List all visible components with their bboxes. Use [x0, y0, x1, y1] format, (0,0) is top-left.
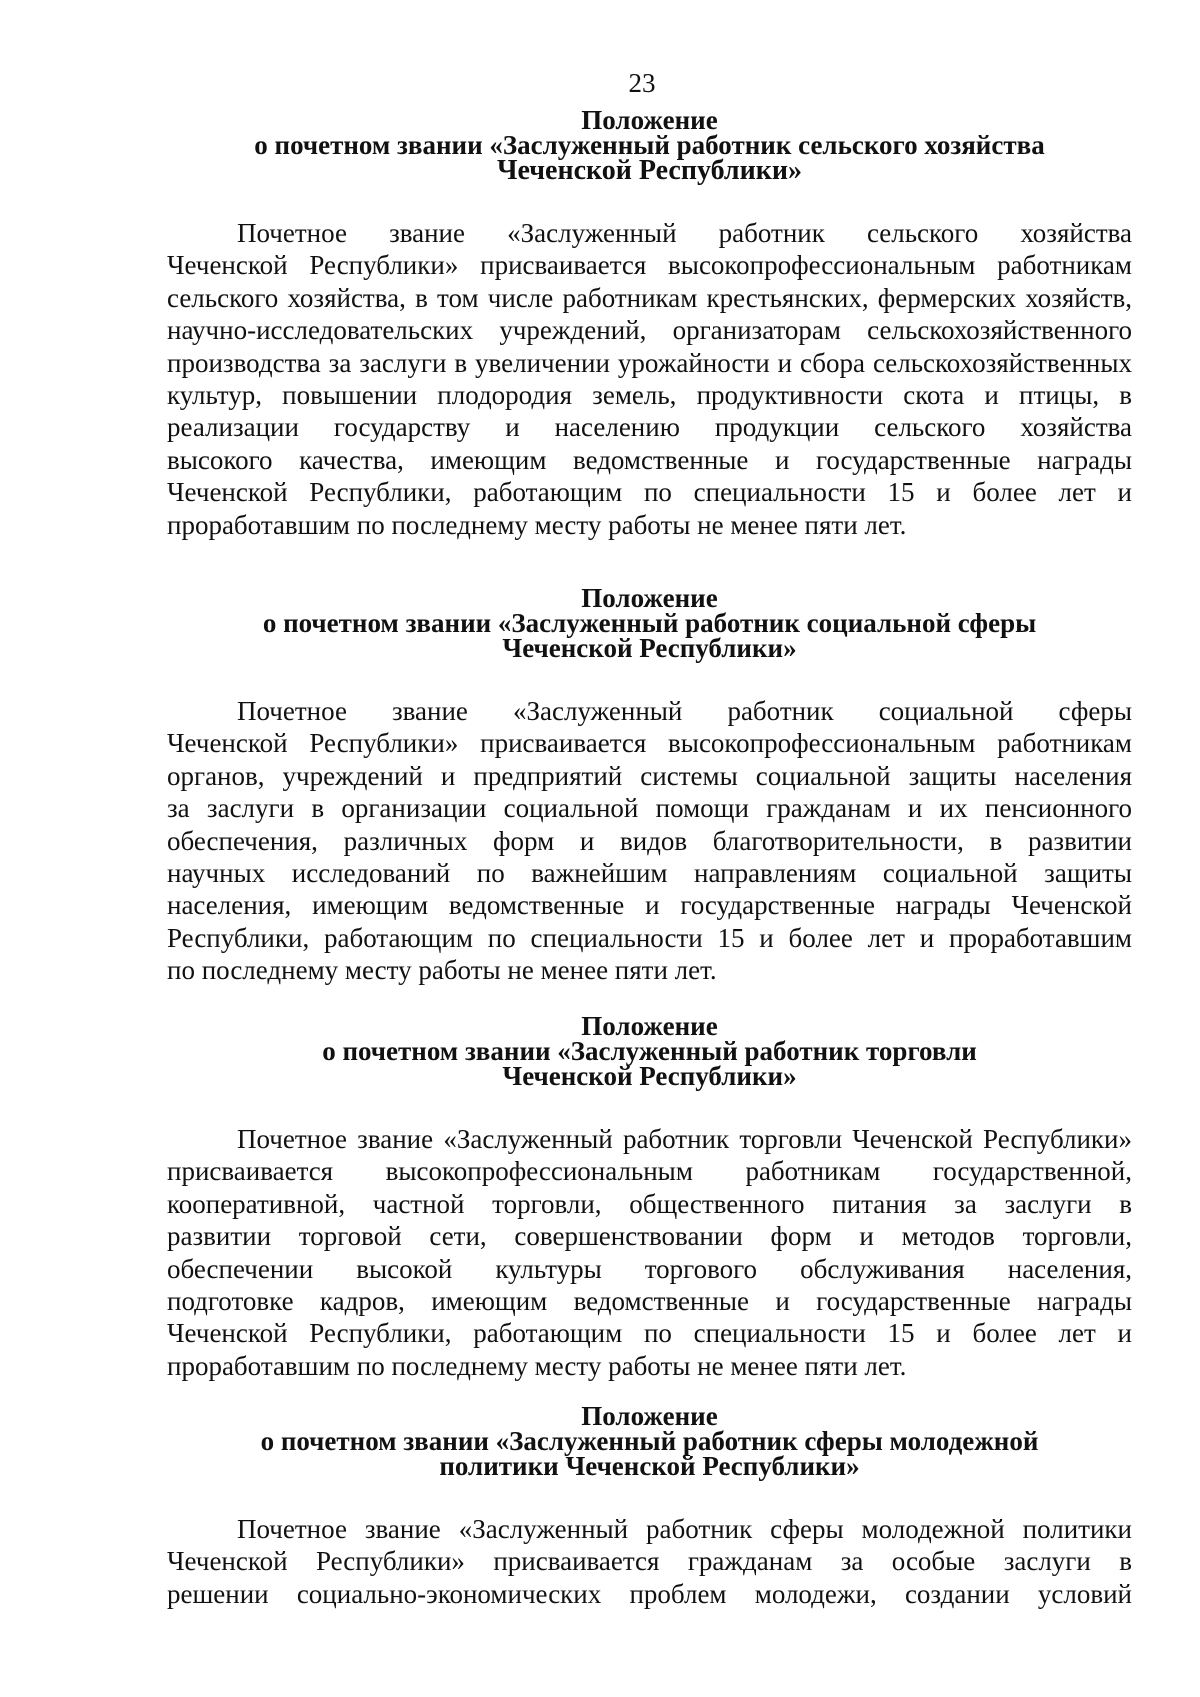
paragraph-line: Чеченской Республики, работающим по специальности 15 и более лет и — [167, 477, 1132, 508]
section-heading — [167, 1011, 1132, 1091]
paragraph-line: высокого качества, имеющим ведомственные и государственные награды — [167, 444, 1132, 475]
paragraph-line: Почетное звание «Заслуженный работник сферы молодежной политики — [237, 1514, 1132, 1544]
section-body — [167, 695, 1132, 987]
paragraph-line: производства за заслуги в увеличении урожайности и сбора сельскохозяйственных — [167, 347, 1132, 378]
heading-line: о почетном звании «Заслуженный работник торговли — [322, 1036, 977, 1066]
page-number: 23 — [628, 68, 656, 98]
heading-title: Положение — [581, 105, 718, 135]
paragraph-line: обеспечении высокой культуры торгового обслуживания населения, — [167, 1253, 1132, 1284]
paragraph-line: подготовке кадров, имеющим ведомственные и государственные награды — [167, 1285, 1132, 1316]
paragraph-line: Чеченской Республики» присваивается гражданам за особые заслуги в — [167, 1546, 1132, 1577]
heading-line: Чеченской Республики» — [496, 155, 803, 186]
section-youth-policy — [167, 1401, 1132, 1610]
paragraph-line: кооперативной, частной торговли, общественного питания за заслуги в — [167, 1188, 1132, 1219]
paragraph-line: обеспечения, различных форм и видов благотворительности, в развитии — [167, 825, 1132, 856]
paragraph-line: Республики, работающим по специальности 15 и более лет и проработавшим — [167, 922, 1132, 953]
heading-line: политики Чеченской Республики» — [439, 1451, 860, 1481]
heading-title: Положение — [581, 583, 718, 613]
section-agriculture — [167, 105, 1132, 541]
paragraph-line: сельского хозяйства, в том числе работникам крестьянских, фермерских хозяйств, — [167, 282, 1132, 313]
section-heading — [167, 1401, 1132, 1481]
heading-line: Чеченской Республики» — [502, 633, 797, 663]
paragraph-line: научных исследований по важнейшим направлениям социальной защиты — [167, 857, 1132, 888]
heading-title: Положение — [581, 1401, 718, 1431]
paragraph-line: культур, повышении плодородия земель, продуктивности скота и птицы, в — [167, 379, 1132, 410]
paragraph-line: органов, учреждений и предприятий системы социальной защиты населения — [167, 760, 1132, 791]
paragraph-line: за заслуги в организации социальной помощи гражданам и их пенсионного — [167, 793, 1132, 824]
section-body — [167, 217, 1132, 541]
heading-line: Чеченской Республики» — [502, 1061, 797, 1091]
heading-line: о почетном звании «Заслуженный работник социальной сферы — [262, 608, 1037, 638]
paragraph-line: Почетное звание «Заслуженный работник сельского хозяйства — [237, 218, 1132, 248]
paragraph-line: по последнему месту работы не менее пяти лет. — [167, 955, 717, 986]
paragraph-line: населения, имеющим ведомственные и государственные награды Чеченской — [167, 890, 1132, 921]
paragraph-line: Почетное звание «Заслуженный работник социальной сферы — [237, 696, 1132, 726]
paragraph-line: решении социально-экономических проблем молодежи, создании условий — [167, 1578, 1132, 1609]
heading-line: о почетном звании «Заслуженный работник сельского хозяйства — [254, 130, 1045, 160]
paragraph-line: проработавшим по последнему месту работы не менее пяти лет. — [167, 1350, 907, 1381]
paragraph-line: Чеченской Республики, работающим по специальности 15 и более лет и — [167, 1318, 1132, 1349]
heading-title: Положение — [581, 1011, 718, 1041]
paragraph-line: Чеченской Республики» присваивается высокопрофессиональным работникам — [167, 250, 1132, 281]
section-body — [167, 1513, 1132, 1610]
section-heading — [167, 105, 1132, 186]
paragraph-line: проработавшим по последнему месту работы не менее пяти лет. — [167, 509, 907, 540]
paragraph-line: Чеченской Республики» присваивается высокопрофессиональным работникам — [167, 728, 1132, 759]
section-heading — [167, 583, 1132, 663]
paragraph-line: Почетное звание «Заслуженный работник торговли Чеченской Республики» — [237, 1124, 1132, 1154]
paragraph-line: присваивается высокопрофессиональным работникам государственной, — [167, 1156, 1132, 1187]
section-social-sphere — [167, 583, 1132, 987]
heading-line: о почетном звании «Заслуженный работник сферы молодежной — [260, 1426, 1039, 1456]
paragraph-line: развитии торговой сети, совершенствовании форм и методов торговли, — [167, 1221, 1132, 1252]
paragraph-line: реализации государству и населению продукции сельского хозяйства — [167, 412, 1132, 443]
section-body — [167, 1123, 1132, 1382]
paragraph-line: научно-исследовательских учреждений, организаторам сельскохозяйственного — [167, 315, 1132, 346]
section-trade — [167, 1011, 1132, 1382]
